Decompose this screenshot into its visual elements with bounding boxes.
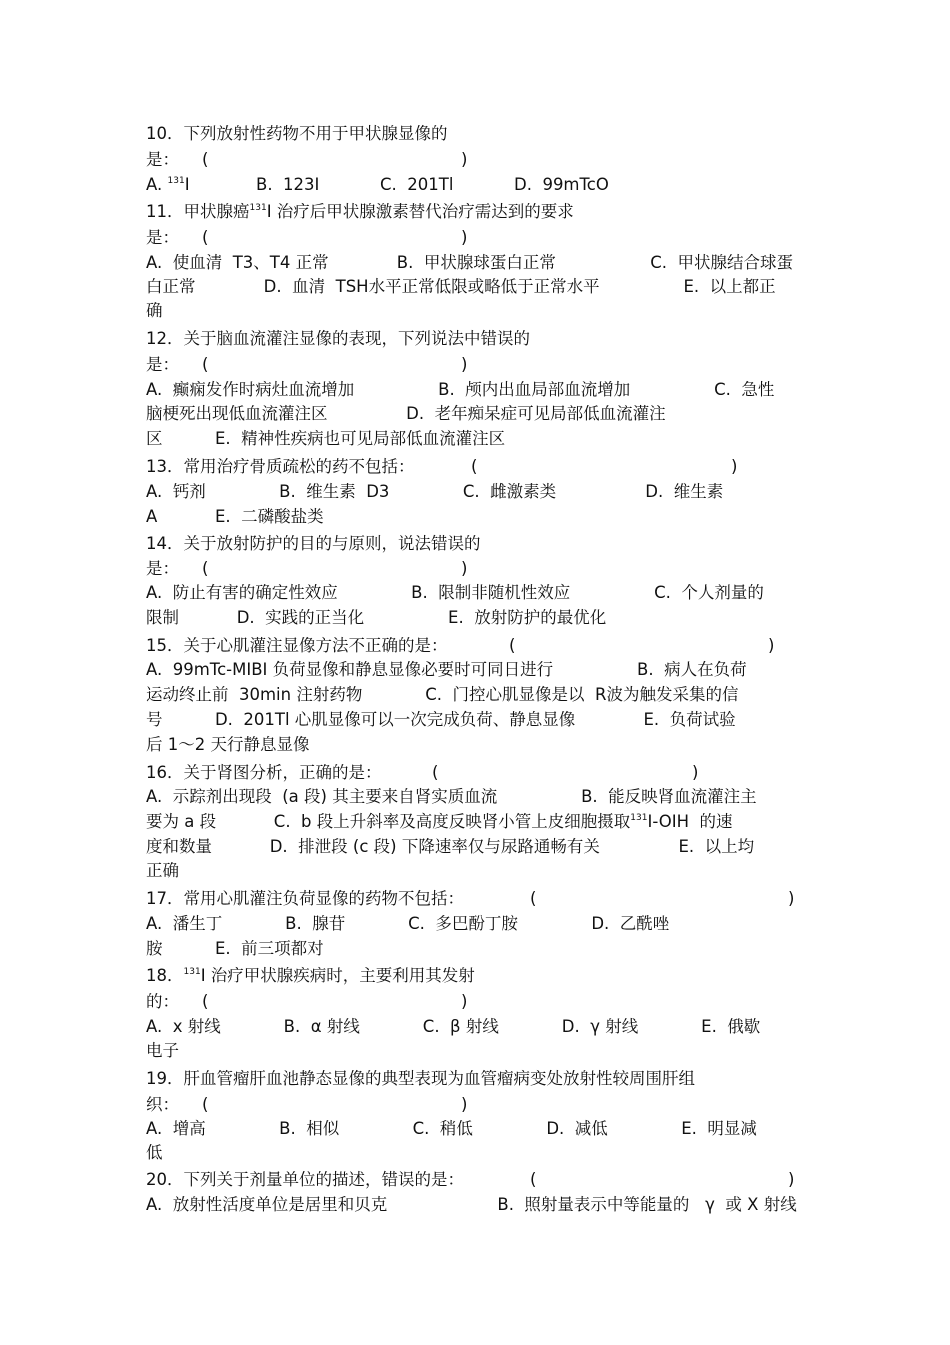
q17-right-paren: ) (788, 889, 795, 908)
q10-left-paren: ( (202, 150, 209, 169)
q14-options-line2: 限制 D. 实践的正当化 E. 放射防护的最优化 (146, 608, 607, 627)
q10-right-paren: ) (461, 150, 468, 169)
q11-options-line3: 确 (146, 301, 163, 320)
q11-right-paren: ) (461, 228, 468, 247)
q10-option-a: A. $^{131}$I (146, 175, 190, 194)
q12-options-line3: 区 E. 精神性疾病也可见局部低血流灌注区 (146, 429, 506, 448)
q19-left-paren: ( (202, 1095, 209, 1114)
q18-right-paren: ) (461, 992, 468, 1011)
q10-option-b: B. 123I (256, 175, 320, 194)
q17-options-line1: A. 潘生丁 B. 腺苷 C. 多巴酚丁胺 D. 乙酰唑 (146, 914, 670, 933)
q17-left-paren: ( (530, 889, 537, 908)
q19-stem-cont: 织： (146, 1095, 179, 1114)
q19-right-paren: ) (461, 1095, 468, 1114)
q12-stem: 12．关于脑血流灌注显像的表现，下列说法中错误的 (146, 329, 530, 348)
q15-stem: 15．关于心肌灌注显像方法不正确的是： (146, 636, 448, 655)
q20-options-line1: A. 放射性活度单位是居里和贝克 B. 照射量表示中等能量的 γ 或 X 射线 (146, 1195, 797, 1214)
q15-right-paren: ) (768, 636, 775, 655)
q18-stem: 18．$^{131}$I 治疗甲状腺疾病时，主要利用其发射 (146, 966, 475, 985)
q19-stem: 19．肝血管瘤肝血池静态显像的典型表现为血管瘤病变处放射性较周围肝组 (146, 1069, 695, 1088)
q17-options-line2: 胺 E. 前三项都对 (146, 939, 324, 958)
q10-option-c: C. 201Tl (380, 175, 454, 194)
q15-left-paren: ( (509, 636, 516, 655)
q16-options-line4: 正确 (146, 861, 179, 880)
q16-options-line3: 度和数量 D. 排泄段 (c 段) 下降速率仅与尿路通畅有关 E. 以上均 (146, 837, 755, 856)
q13-right-paren: ) (731, 457, 738, 476)
q14-right-paren: ) (461, 559, 468, 578)
q20-stem: 20．下列关于剂量单位的描述，错误的是： (146, 1170, 464, 1189)
q20-left-paren: ( (530, 1170, 537, 1189)
q10-stem: 10．下列放射性药物不用于甲状腺显像的 (146, 124, 448, 143)
q19-options-line2: 低 (146, 1143, 163, 1162)
q20-right-paren: ) (788, 1170, 795, 1189)
q18-left-paren: ( (202, 992, 209, 1011)
q13-options-line1: A. 钙剂 B. 维生素 D3 C. 雌激素类 D. 维生素 (146, 482, 724, 501)
q14-stem: 14．关于放射防护的目的与原则，说法错误的 (146, 534, 481, 553)
q11-left-paren: ( (202, 228, 209, 247)
q17-stem: 17．常用心肌灌注负荷显像的药物不包括： (146, 889, 464, 908)
q10-option-d: D. 99mTcO (514, 175, 609, 194)
q16-stem: 16．关于肾图分析，正确的是： (146, 763, 382, 782)
q16-options-line2: 要为 a 段 C. b 段上升斜率及高度反映肾小管上皮细胞摄取$^{131}$I-OIH 的速 (146, 812, 733, 831)
q19-options-line1: A. 增高 B. 相似 C. 稍低 D. 减低 E. 明显减 (146, 1119, 757, 1138)
q12-stem-cont: 是： (146, 355, 179, 374)
q15-options-line2: 运动终止前 30min 注射药物 C. 门控心肌显像是以 R波为触发采集的信 (146, 685, 739, 704)
q18-stem-cont: 的： (146, 992, 179, 1011)
q14-options-line1: A. 防止有害的确定性效应 B. 限制非随机性效应 C. 个人剂量的 (146, 583, 764, 602)
q13-stem: 13．常用治疗骨质疏松的药不包括： (146, 457, 415, 476)
q10-stem-cont: 是： (146, 150, 179, 169)
q11-options-line2: 白正常 D. 血清 TSH水平正常低限或略低于正常水平 E. 以上都正 (146, 277, 776, 296)
q12-options-line2: 脑梗死出现低血流灌注区 D. 老年痴呆症可见局部低血流灌注 (146, 404, 666, 423)
q16-left-paren: ( (432, 763, 439, 782)
q15-options-line1: A. 99mTc-MIBI 负荷显像和静息显像必要时可同日进行 B. 病人在负荷 (146, 660, 747, 679)
q13-options-line2: A E. 二磷酸盐类 (146, 507, 324, 526)
q11-stem-cont: 是： (146, 228, 179, 247)
q16-right-paren: ) (692, 763, 699, 782)
q14-stem-cont: 是： (146, 559, 179, 578)
q14-left-paren: ( (202, 559, 209, 578)
q11-stem: 11．甲状腺癌$^{131}$I 治疗后甲状腺激素替代治疗需达到的要求 (146, 202, 574, 221)
q15-options-line3: 号 D. 201Tl 心肌显像可以一次完成负荷、静息显像 E. 负荷试验 (146, 710, 736, 729)
q13-left-paren: ( (471, 457, 478, 476)
q18-options-line2: 电子 (146, 1041, 179, 1060)
q15-options-line4: 后 1～2 天行静息显像 (146, 735, 310, 754)
q12-left-paren: ( (202, 355, 209, 374)
q16-options-line1: A. 示踪剂出现段 (a 段) 其主要来自肾实质血流 B. 能反映肾血流灌注主 (146, 787, 757, 806)
q18-options-line1: A. x 射线 B. α 射线 C. β 射线 D. γ 射线 E. 俄歇 (146, 1017, 761, 1036)
q12-right-paren: ) (461, 355, 468, 374)
q12-options-line1: A. 癫痫发作时病灶血流增加 B. 颅内出血局部血流增加 C. 急性 (146, 380, 775, 399)
q11-options-line1: A. 使血清 T3、T4 正常 B. 甲状腺球蛋白正常 C. 甲状腺结合球蛋 (146, 253, 794, 272)
